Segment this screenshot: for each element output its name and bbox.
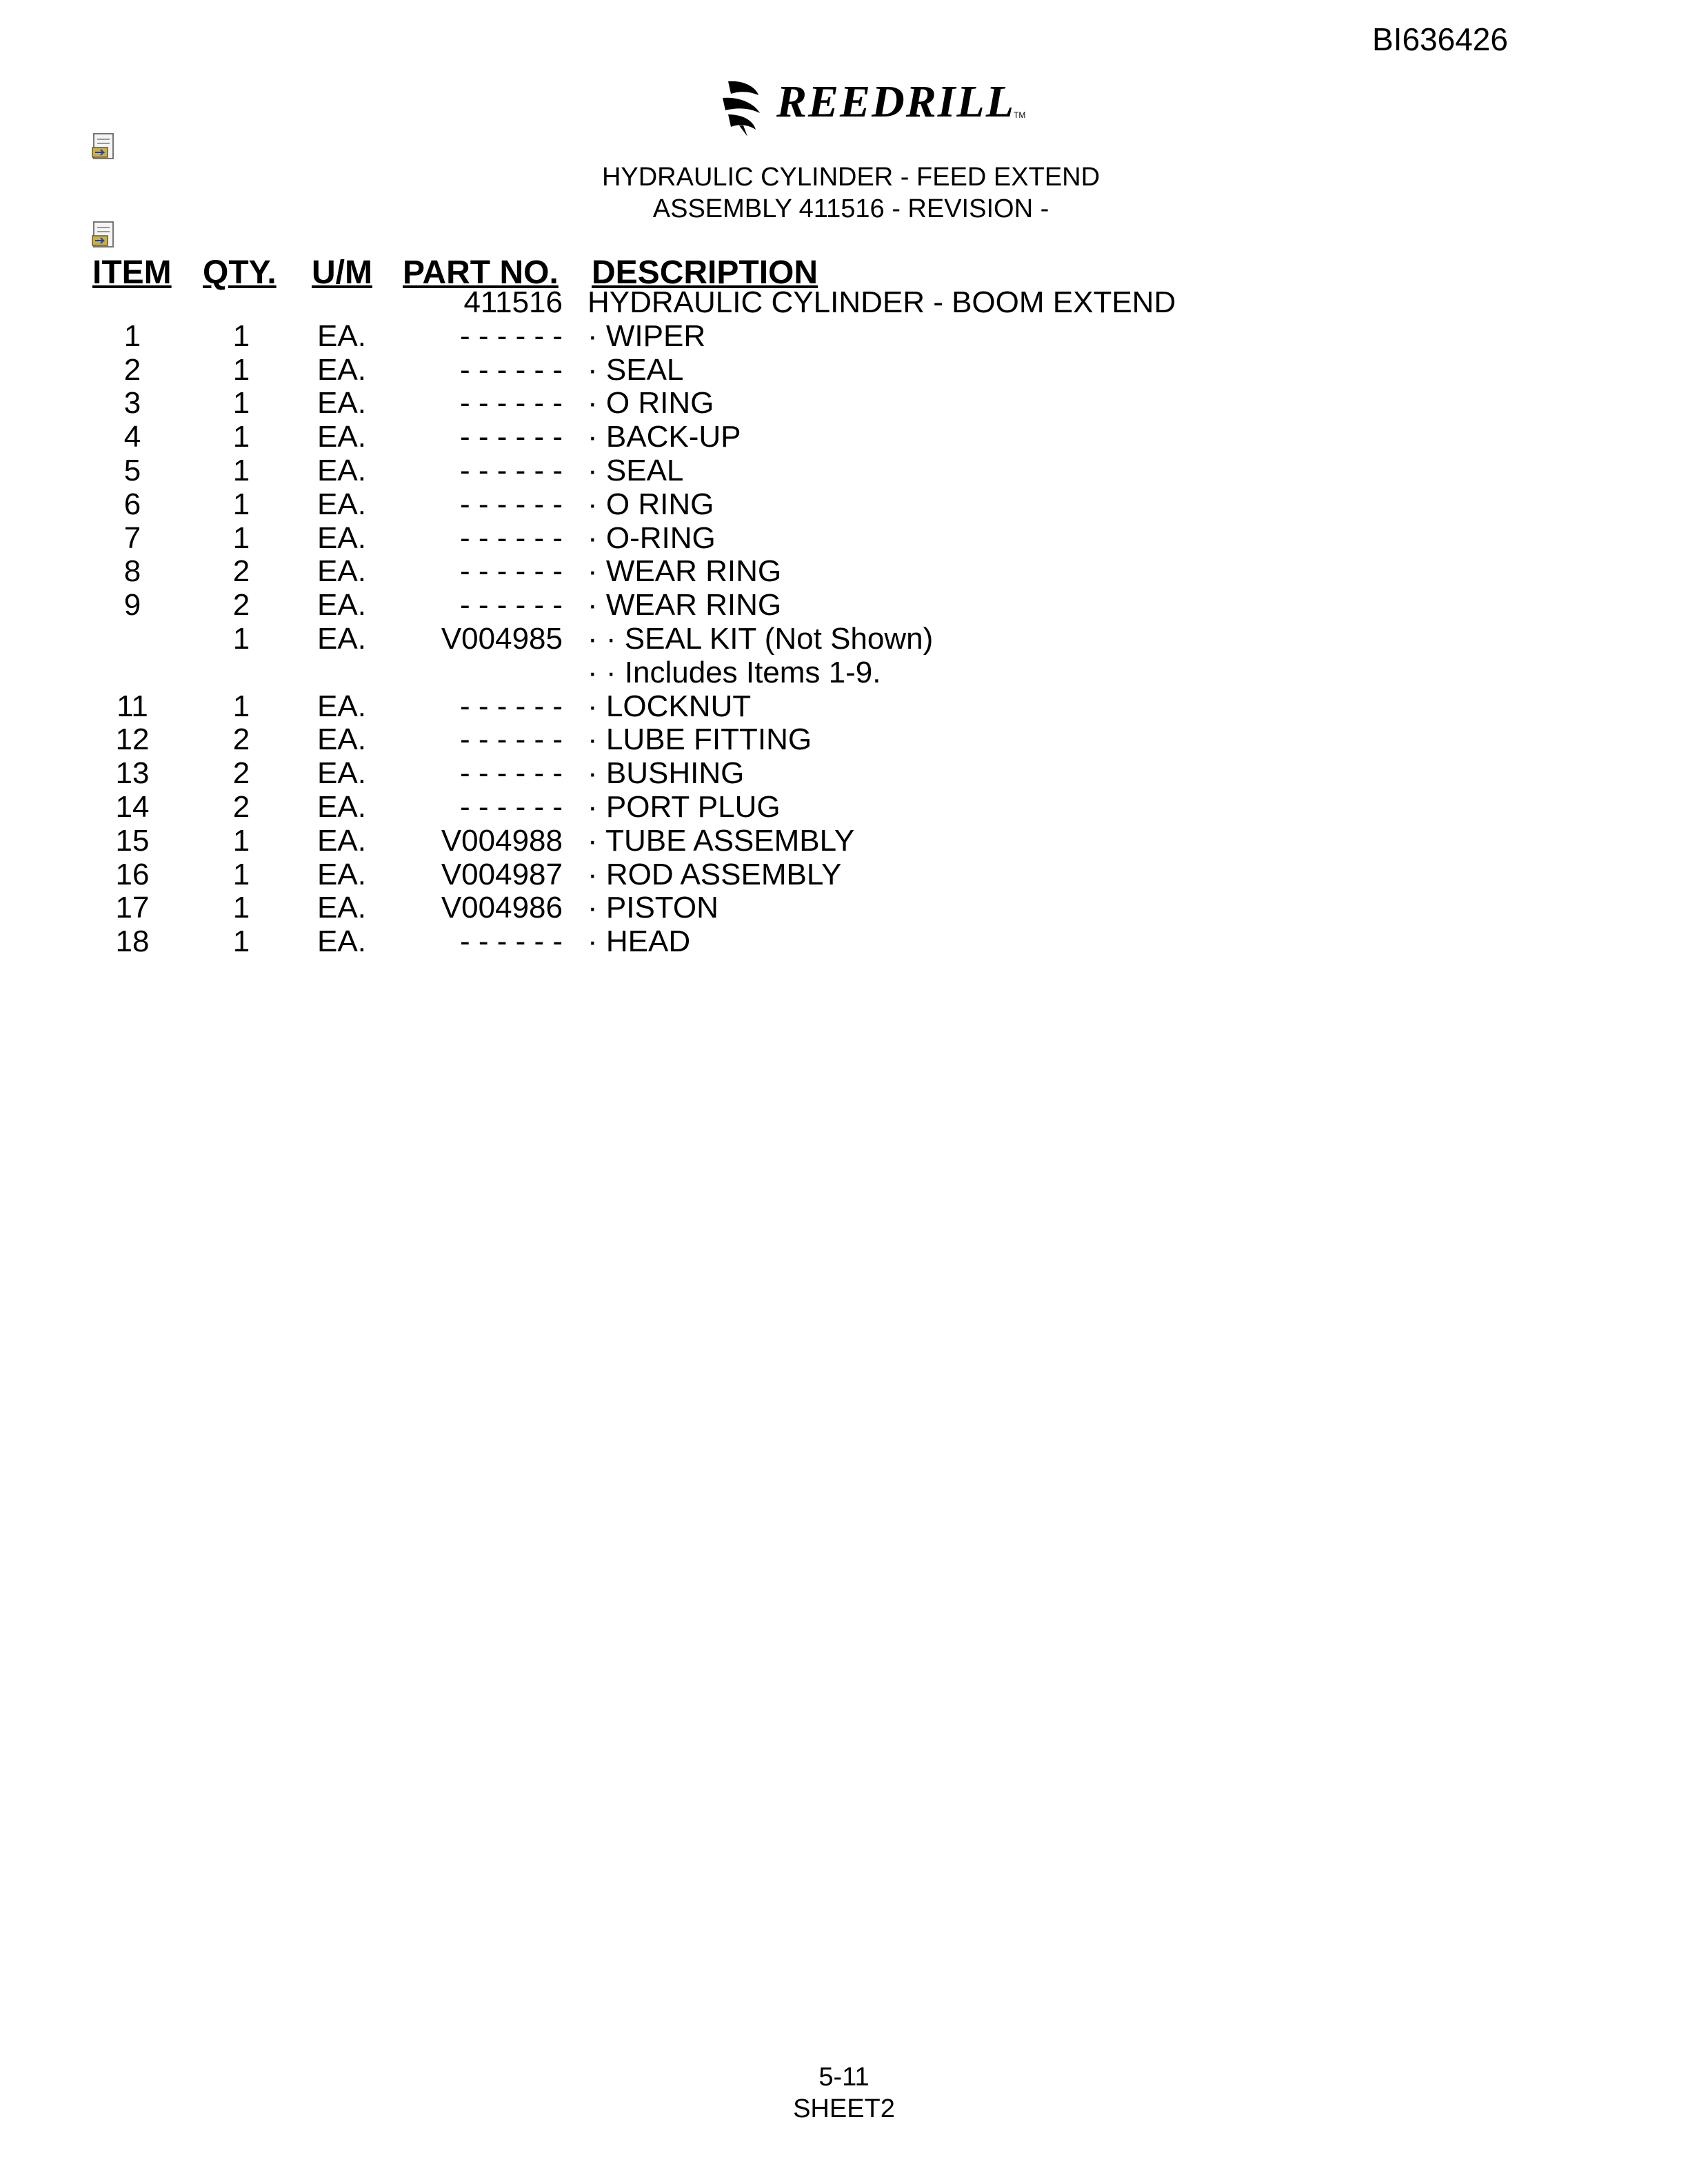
- part-description: · LOCKNUT: [587, 689, 752, 723]
- document-link-icon[interactable]: [91, 132, 119, 163]
- part-description: · · SEAL KIT (Not Shown): [587, 622, 934, 656]
- table-row: [0, 554, 1688, 588]
- quantity: 2: [232, 554, 250, 589]
- part-number: - - - - - -: [459, 386, 563, 421]
- part-number: - - - - - -: [459, 318, 563, 353]
- item-number: 4: [123, 420, 141, 454]
- part-number: - - - - - -: [459, 554, 563, 589]
- table-row: [0, 588, 1688, 622]
- part-description: · · Includes Items 1-9.: [587, 655, 881, 689]
- item-number: 15: [115, 823, 150, 858]
- header-part-no: PART NO.: [403, 254, 559, 291]
- part-number: - - - - - -: [459, 722, 563, 757]
- quantity: 1: [232, 924, 250, 959]
- unit-of-measure: EA.: [317, 386, 366, 421]
- table-row: [0, 420, 1688, 454]
- quantity: 1: [232, 622, 250, 656]
- part-number: - - - - - -: [459, 420, 563, 454]
- part-number: V004987: [441, 857, 563, 891]
- part-number: - - - - - -: [459, 352, 563, 387]
- unit-of-measure: EA.: [317, 722, 366, 757]
- item-number: 5: [123, 454, 141, 487]
- quantity: 1: [232, 318, 250, 353]
- table-row: [0, 790, 1688, 824]
- item-number: 1: [123, 318, 141, 353]
- quantity: 2: [232, 588, 250, 623]
- quantity: 1: [232, 454, 250, 487]
- quantity: 1: [232, 386, 250, 421]
- part-number: - - - - - -: [459, 924, 563, 959]
- document-link-icon[interactable]: [91, 221, 119, 251]
- quantity: 1: [232, 520, 250, 555]
- item-number: 2: [123, 352, 141, 387]
- item-number: 11: [117, 689, 148, 723]
- table-row: [0, 285, 1688, 319]
- table-row: [0, 858, 1688, 891]
- quantity: 2: [232, 790, 250, 824]
- part-description: · BUSHING: [587, 756, 745, 791]
- part-number: V004986: [441, 891, 563, 925]
- unit-of-measure: EA.: [317, 487, 366, 521]
- unit-of-measure: EA.: [317, 420, 366, 454]
- part-number: V004985: [441, 622, 563, 656]
- assembly-title: HYDRAULIC CYLINDER - FEED EXTEND: [601, 163, 1101, 192]
- assembly-subtitle: ASSEMBLY 411516 - REVISION -: [652, 194, 1049, 223]
- quantity: 1: [232, 352, 250, 387]
- table-row: [0, 756, 1688, 790]
- part-number: V004988: [441, 823, 563, 858]
- table-row: [0, 353, 1688, 387]
- part-number: - - - - - -: [459, 689, 563, 723]
- header-qty: QTY.: [203, 254, 277, 291]
- item-number: 6: [123, 487, 141, 521]
- quantity: 1: [232, 487, 250, 521]
- sheet-label: SHEET2: [793, 2094, 895, 2123]
- part-description: · LUBE FITTING: [587, 722, 812, 757]
- part-description: · O RING: [587, 487, 714, 521]
- part-description: · ROD ASSEMBLY: [587, 857, 842, 891]
- unit-of-measure: EA.: [317, 554, 366, 589]
- table-row: [0, 622, 1688, 656]
- unit-of-measure: EA.: [317, 756, 366, 791]
- part-number: - - - - - -: [459, 756, 563, 791]
- unit-of-measure: EA.: [317, 924, 366, 959]
- part-description: · WEAR RING: [587, 554, 782, 589]
- table-row: [0, 319, 1688, 353]
- unit-of-measure: EA.: [317, 454, 366, 487]
- unit-of-measure: EA.: [317, 622, 366, 656]
- item-number: 16: [115, 857, 150, 891]
- header-description: DESCRIPTION: [592, 254, 818, 291]
- table-row: [0, 924, 1688, 958]
- part-description: · WEAR RING: [587, 588, 782, 623]
- part-number: - - - - - -: [459, 790, 563, 824]
- part-description: · TUBE ASSEMBLY: [587, 823, 855, 858]
- part-number: - - - - - -: [459, 520, 563, 555]
- part-description: · BACK-UP: [587, 420, 741, 454]
- unit-of-measure: EA.: [317, 588, 366, 623]
- item-number: 14: [115, 790, 150, 824]
- quantity: 2: [232, 722, 250, 757]
- unit-of-measure: EA.: [317, 318, 366, 353]
- part-description: HYDRAULIC CYLINDER - BOOM EXTEND: [587, 285, 1176, 319]
- part-description: · SEAL: [587, 352, 684, 387]
- page-number: 5-11: [818, 2063, 870, 2092]
- item-number: 12: [115, 722, 150, 757]
- quantity: 1: [232, 891, 250, 925]
- table-row: [0, 454, 1688, 487]
- item-number: 9: [123, 588, 141, 623]
- quantity: 1: [232, 420, 250, 454]
- part-description: · PISTON: [587, 891, 719, 925]
- table-row: [0, 824, 1688, 858]
- part-number: - - - - - -: [459, 454, 563, 487]
- part-description: · PORT PLUG: [587, 790, 781, 824]
- unit-of-measure: EA.: [317, 823, 366, 858]
- document-id: BI636426: [1372, 21, 1508, 57]
- part-number: - - - - - -: [459, 487, 563, 521]
- unit-of-measure: EA.: [317, 520, 366, 555]
- part-description: · WIPER: [587, 318, 706, 353]
- item-number: 18: [115, 924, 150, 959]
- table-row: [0, 386, 1688, 420]
- unit-of-measure: EA.: [317, 352, 366, 387]
- header-item: ITEM: [92, 254, 172, 291]
- item-number: 13: [115, 756, 150, 791]
- table-row: [0, 521, 1688, 555]
- part-description: · SEAL: [587, 454, 684, 487]
- unit-of-measure: EA.: [317, 857, 366, 891]
- part-number: - - - - - -: [459, 588, 563, 623]
- quantity: 2: [232, 756, 250, 791]
- part-description: · O-RING: [587, 520, 716, 555]
- unit-of-measure: EA.: [317, 689, 366, 723]
- logo-wordmark: REEDRILL: [776, 77, 1016, 127]
- quantity: 1: [232, 823, 250, 858]
- table-row: [0, 689, 1688, 723]
- quantity: 1: [232, 689, 250, 723]
- part-description: · HEAD: [587, 924, 691, 959]
- part-number: 411516: [463, 285, 563, 319]
- item-number: 7: [123, 520, 141, 555]
- part-description: · O RING: [587, 386, 714, 421]
- trademark-mark: TM: [1014, 110, 1026, 120]
- quantity: 1: [232, 857, 250, 891]
- unit-of-measure: EA.: [317, 790, 366, 824]
- table-row: [0, 656, 1688, 689]
- item-number: 8: [123, 554, 141, 589]
- item-number: 17: [115, 891, 150, 925]
- item-number: 3: [123, 386, 141, 421]
- table-row: [0, 487, 1688, 521]
- table-row: [0, 722, 1688, 756]
- drill-bit-icon: [716, 74, 771, 136]
- unit-of-measure: EA.: [317, 891, 366, 925]
- reedrill-logo: [716, 74, 1033, 136]
- header-um: U/M: [312, 254, 372, 291]
- table-row: [0, 891, 1688, 924]
